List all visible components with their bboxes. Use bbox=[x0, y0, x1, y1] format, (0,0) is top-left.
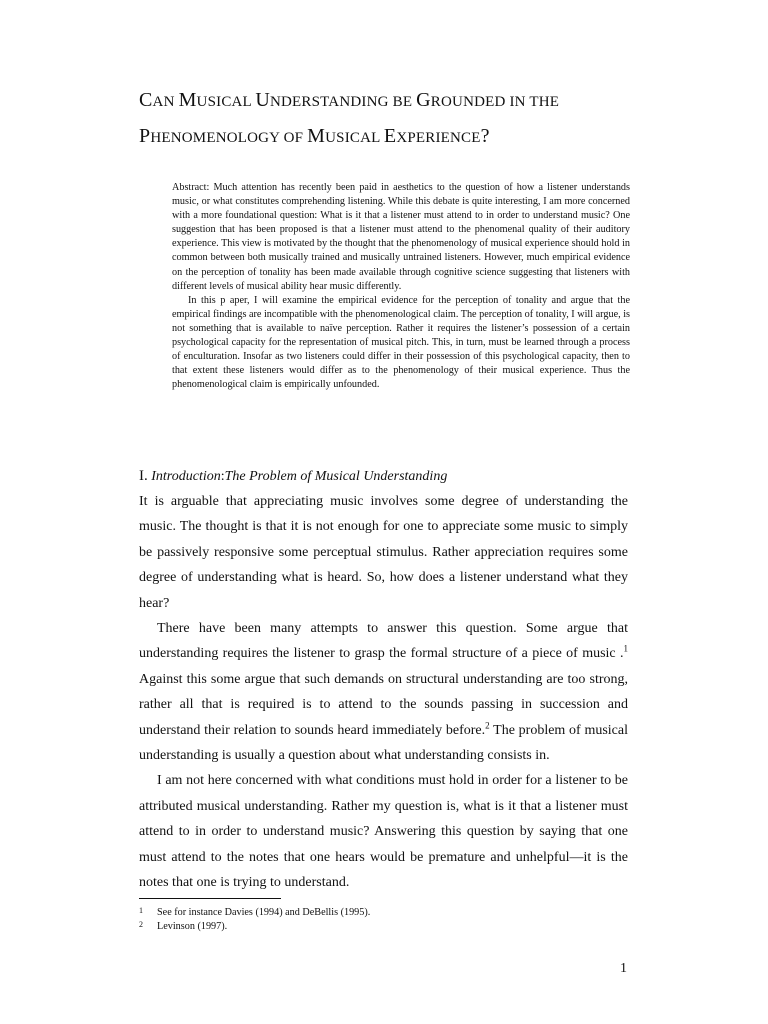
title-segment: USICAL bbox=[325, 130, 384, 146]
title-segment: HENOMENOLOGY OF bbox=[150, 130, 308, 146]
footnote bbox=[139, 906, 619, 920]
title-segment: G bbox=[416, 89, 431, 111]
abstract bbox=[172, 181, 630, 392]
body-paragraph-2 bbox=[139, 616, 628, 768]
body-paragraph-3: I am not here concerned with what conditions must hold in order for a listener to be attributed musical understanding. Rather my question is, what is it that a listener must attend to in order to understand music? Answering this question by saying that one must attend to the notes that one hears would be premature and unhelpful—it is the notes that one is trying to understand. bbox=[139, 773, 628, 891]
title-segment: E bbox=[383, 125, 397, 147]
abstract-paragraph-1: Abstract: Much attention has recently been paid in aesthetics to the question of how a listener understands music, or what constitutes comprehending listening. While this debate is quite interesting, I am more concerned with a more foundational question: What is it that a listener must attend to in order to understand music? One suggestion that has been proposed is that a listener must attend to the phenomenal quality of their auditory experience. This view is motivated by the thought that the phenomenology of musical experience should hold in common between both musically trained and musically untrained listeners. However, much empirical evidence on the perception of tonality has been made available through cognitive science suggesting that listeners with different levels of musical ability hear music differently. bbox=[172, 182, 630, 292]
title-segment: P bbox=[139, 125, 151, 147]
footnote-text: See for instance Davies (1994) and DeBellis (1995). bbox=[157, 907, 371, 918]
body-text bbox=[139, 489, 628, 896]
section-heading bbox=[139, 468, 447, 485]
footnote-text: Levinson (1997). bbox=[157, 920, 228, 932]
footnote-ref-1[interactable]: 1 bbox=[623, 643, 628, 654]
footnote bbox=[139, 920, 619, 934]
title-segment: XPERIENCE bbox=[396, 130, 481, 146]
abstract-paragraph-2: In this p aper, I will examine the empirical evidence for the perception of tonality and argue that the empirical findings are incompatible with the phenomenological claim. The perception of tonality, I will argue, is not something that is available to naïve perception. Rather it requires the listener’s possession of a certain psychological capacity for the representation of musical pitch. This, in turn, must be learned through a process of enculturation. Insofar as two listeners could differ in their possession of this psychological capacity, then to that extent these listeners would differ as to the phenomenology of their musical experience. Thus the phenomenological claim is empirically unfounded. bbox=[172, 294, 630, 391]
footnotes bbox=[139, 906, 619, 933]
title-line-1 bbox=[139, 89, 699, 112]
title-segment: ROUNDED IN THE bbox=[430, 94, 560, 110]
title-segment: U bbox=[255, 89, 270, 111]
body-paragraph-2-part-2: Against this some argue that such demands on structural understanding are too strong, rather all that is required is to attend to the sounds passing in succession and understand their relation to sounds heard immediately before. bbox=[139, 671, 628, 738]
title-line-2 bbox=[139, 125, 699, 148]
footnote-number: 2 bbox=[139, 919, 143, 929]
section-number: I. bbox=[139, 468, 148, 484]
footnote-number: 1 bbox=[139, 906, 143, 915]
body-paragraph-1: It is arguable that appreciating music involves some degree of understanding the music. The thought is that it is not enough for one to appreciate some music to simply be passively responsive some perceptual stimulus. Rather appreciation requires some degree of understanding what is heard. So, how does a listener understand what they hear? bbox=[139, 494, 628, 611]
body-paragraph-2-part-3: The problem of musical understanding is usually a question about what understanding consists in. bbox=[139, 722, 629, 764]
title-segment: NDERSTANDING BE bbox=[269, 94, 417, 110]
title-segment: USICAL bbox=[196, 94, 256, 110]
title-segment: AN bbox=[152, 94, 179, 110]
title-segment: ? bbox=[480, 125, 490, 147]
section-subtitle: The Problem of Musical Understanding bbox=[224, 469, 448, 484]
page-number: 1 bbox=[620, 961, 627, 976]
title-segment: M bbox=[178, 89, 197, 111]
footnote-ref-2[interactable]: 2 bbox=[485, 720, 490, 730]
section-separator: : bbox=[220, 469, 225, 484]
title-segment: M bbox=[307, 125, 326, 147]
body-paragraph-2-part-1: There have been many attempts to answer this question. Some argue that understanding requires the listener to grasp the formal structure of a piece of music . bbox=[139, 621, 628, 662]
title-segment: C bbox=[139, 89, 153, 111]
section-title: Introduction bbox=[151, 469, 221, 484]
footnote-divider bbox=[139, 898, 281, 899]
